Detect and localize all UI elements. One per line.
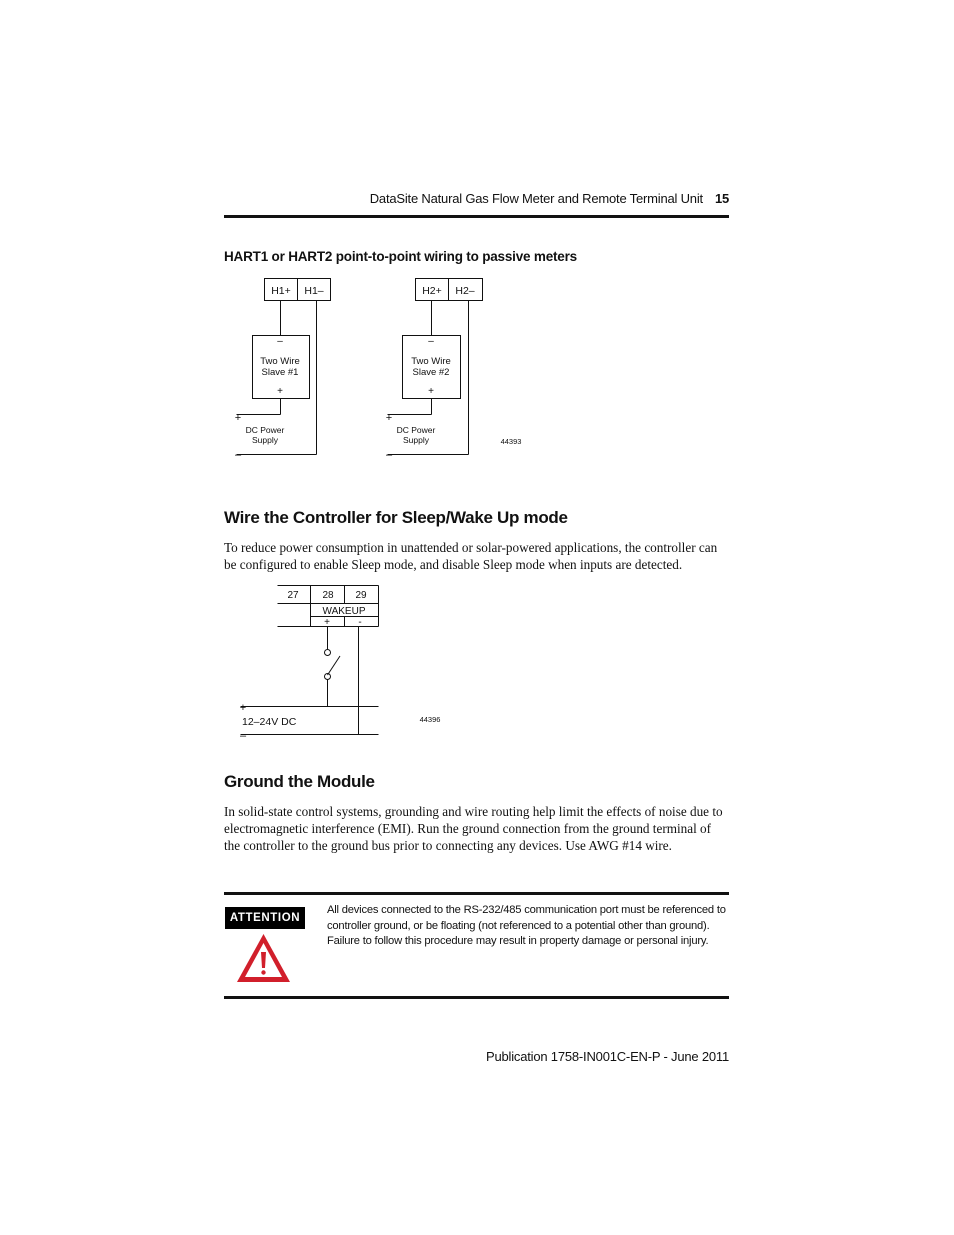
supply-2-line1: DC Power (396, 425, 436, 435)
h2-plus-label: H2+ (422, 285, 442, 297)
supply-2-line2: Supply (403, 435, 429, 445)
attention-text: All devices connected to the RS-232/485 communication port must be referenced to controller ground, or be floating (not referenced to a potential other than ground). Failure to follow this procedure may result in property damage or personal injury. (327, 904, 726, 947)
slave-2-line2: Slave #2 (412, 367, 450, 378)
hart-wiring-heading: HART1 or HART2 point-to-point wiring to passive meters (224, 249, 577, 264)
sleep-figure-id: 44396 (419, 715, 441, 724)
attention-badge: ATTENTION (225, 907, 305, 929)
slave-2-plus: + (428, 386, 434, 397)
hart-figure-id: 44393 (500, 437, 522, 446)
dc-supply-plus: + (239, 702, 247, 714)
slave-1-line1: Two Wire (260, 356, 300, 367)
terminal-27: 27 (287, 590, 299, 601)
switch-contact-top (325, 650, 331, 656)
attention-rule-top (224, 892, 729, 895)
h2-minus-label: H2– (455, 285, 475, 297)
terminal-28: 28 (322, 590, 334, 601)
dc-supply-label: 12–24V DC (242, 716, 297, 728)
sleep-wake-heading: Wire the Controller for Sleep/Wake Up mode (224, 508, 568, 527)
ground-module-paragraph: In solid-state control systems, grounding and wire routing help limit the effects of noise due to electromagnetic interference (EMI). Run the ground connection from the ground terminal of the controller to the ground bus prior to connecting any devices. Use AWG #14 wire. (224, 804, 723, 853)
wakeup-minus: - (358, 617, 362, 628)
sleep-wake-paragraph: To reduce power consumption in unattended or solar-powered applications, the controller can be configured to enable Sleep mode, and disable Sleep mode when inputs are detected. (224, 540, 718, 572)
warning-triangle-icon (235, 932, 292, 984)
switch-arm (328, 656, 341, 675)
supply-1-minus: – (234, 449, 242, 461)
slave-2-line1: Two Wire (411, 356, 451, 367)
slave-2-minus: – (428, 336, 434, 347)
publication-footer: Publication 1758-IN001C-EN-P - June 2011 (486, 1049, 729, 1064)
terminal-29: 29 (355, 590, 367, 601)
h1-minus-label: H1– (304, 285, 324, 297)
slave-1-plus: + (277, 386, 283, 397)
header-title: DataSite Natural Gas Flow Meter and Remote Terminal Unit (369, 191, 703, 206)
supply-1-line2: Supply (252, 435, 278, 445)
supply-1-line1: DC Power (245, 425, 285, 435)
wakeup-plus: + (324, 617, 330, 628)
supply-1-plus: + (234, 412, 242, 424)
slave-1-line2: Slave #1 (261, 367, 299, 378)
supply-2-plus: + (385, 412, 393, 424)
wakeup-label: WAKEUP (322, 606, 366, 617)
page-number: 15 (714, 191, 729, 206)
ground-module-heading: Ground the Module (224, 772, 375, 791)
attention-rule-bottom (224, 996, 729, 999)
supply-2-minus: – (385, 449, 393, 461)
slave-1-minus: – (277, 336, 283, 347)
h1-plus-label: H1+ (271, 285, 291, 297)
dc-supply-minus: – (239, 730, 247, 742)
